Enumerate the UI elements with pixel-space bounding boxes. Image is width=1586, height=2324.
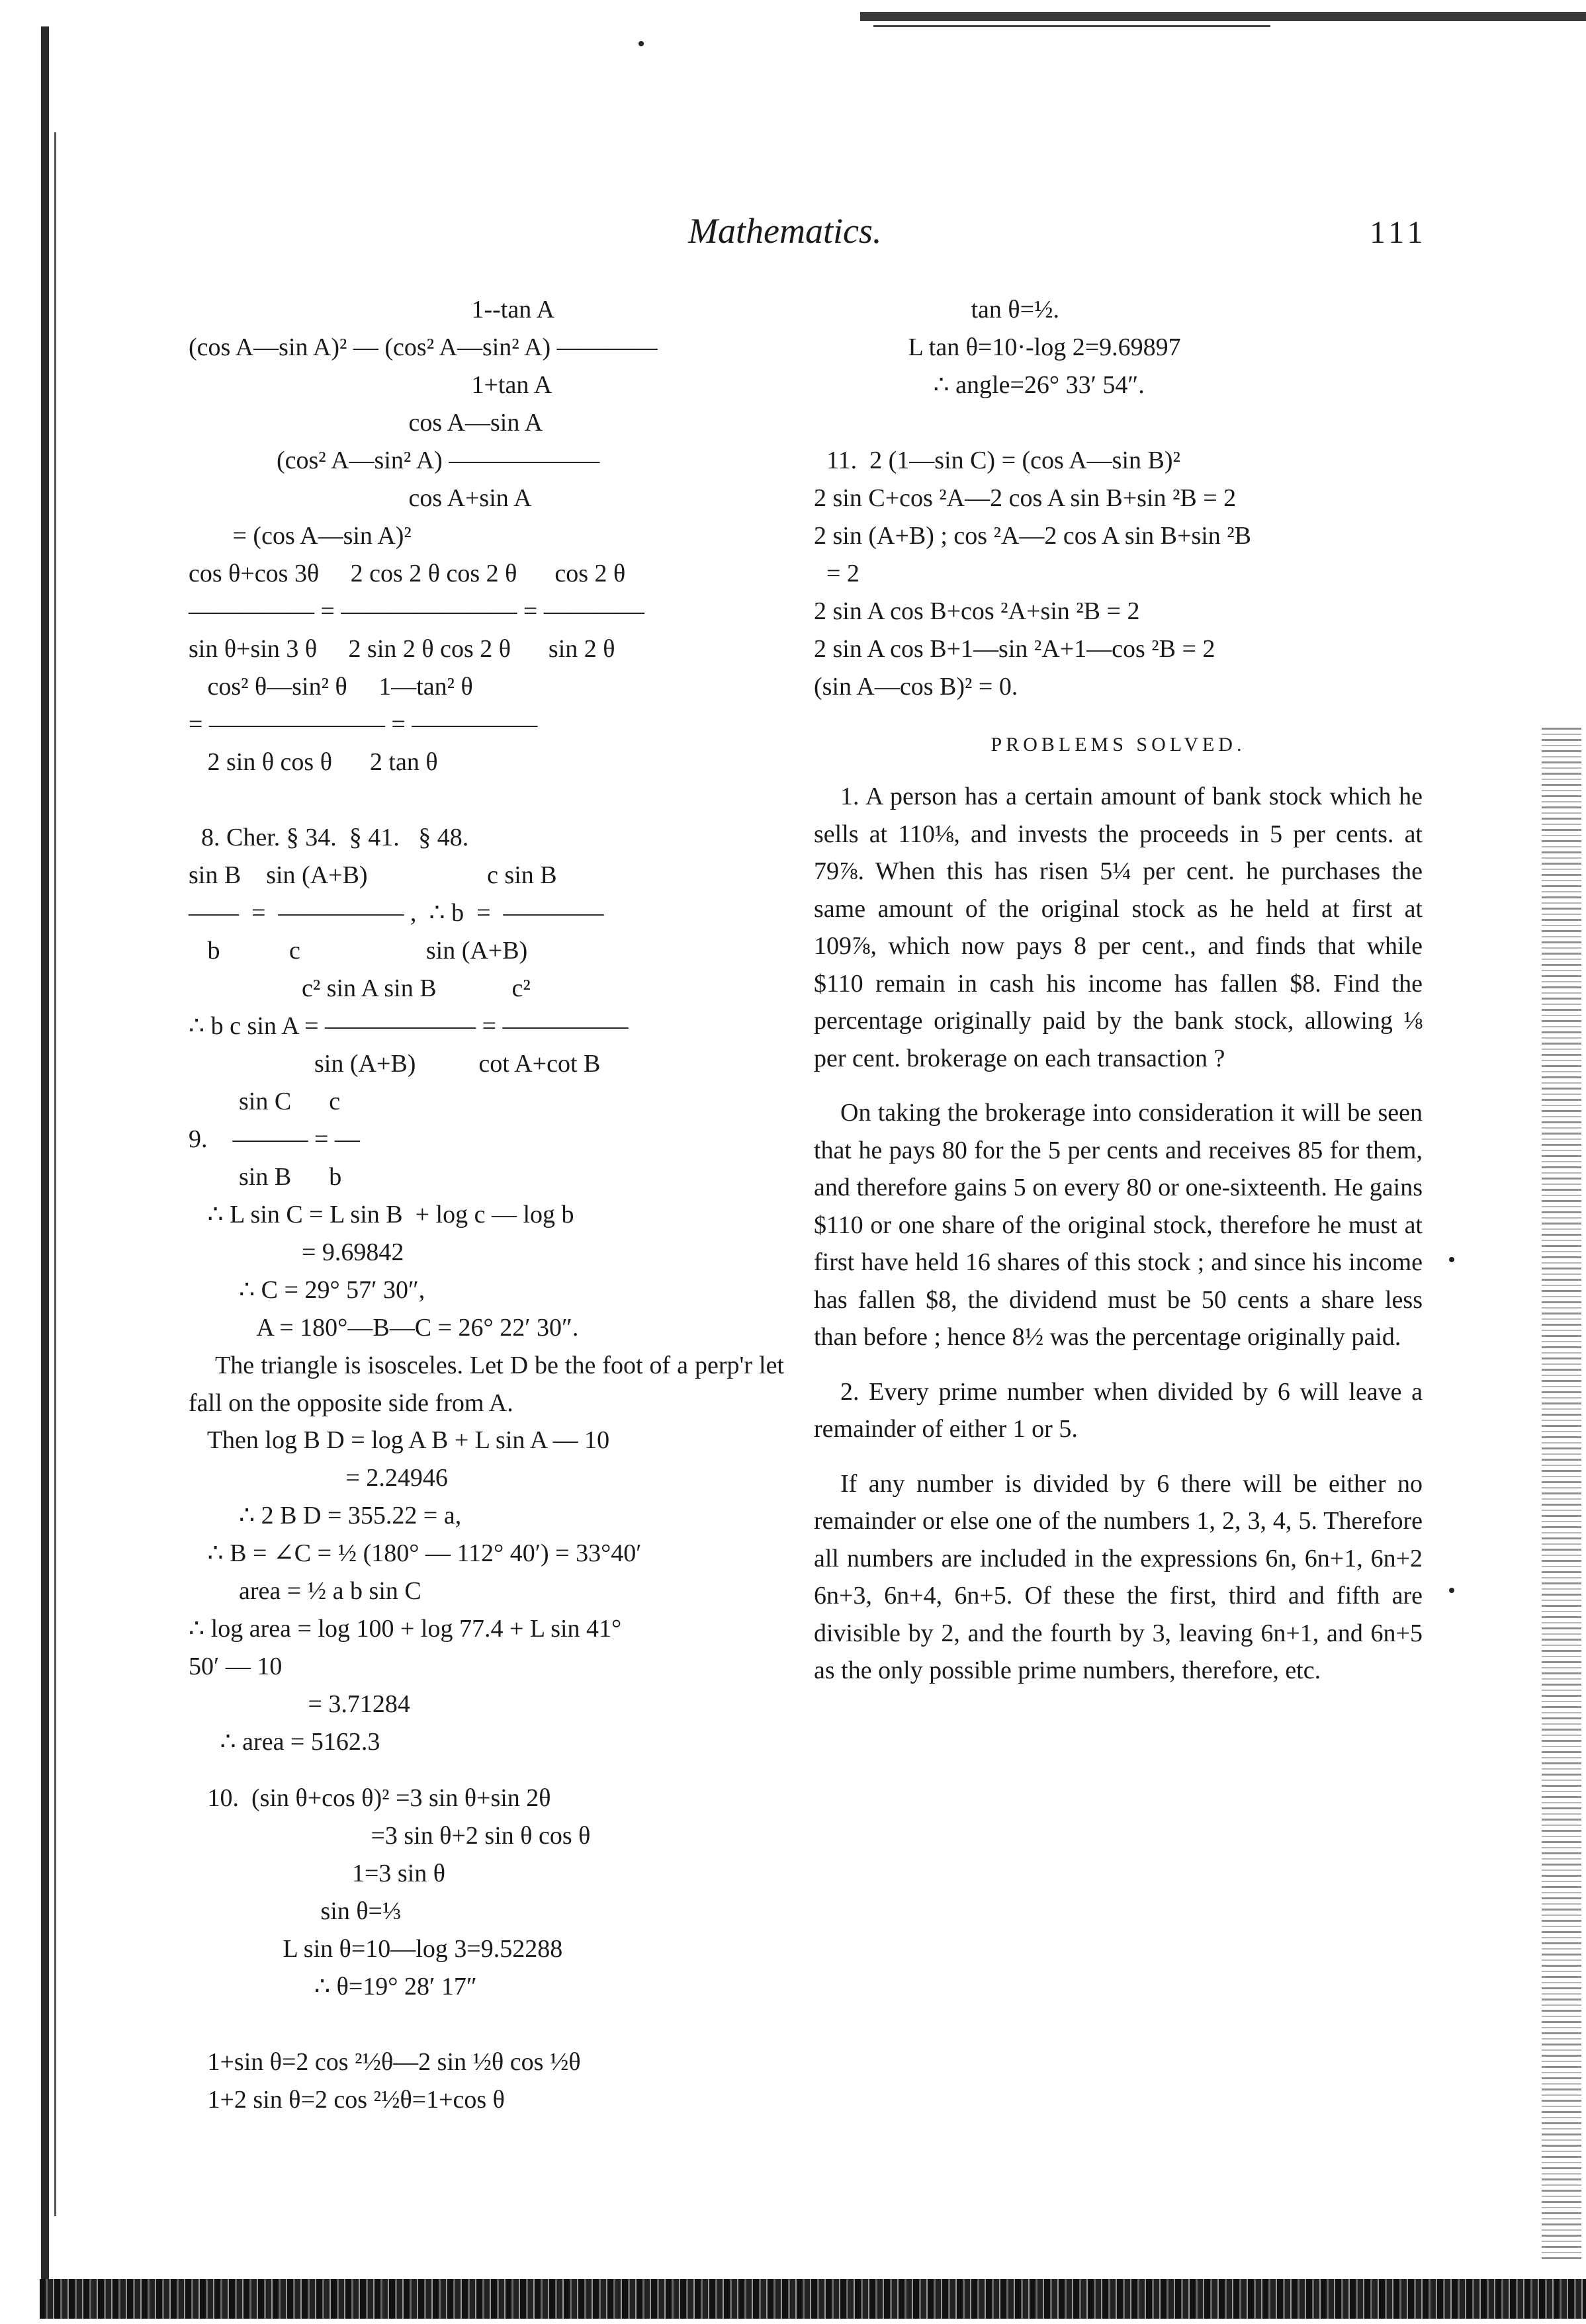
equation-line: cos θ+cos 3θ 2 cos 2 θ cos 2 θ cos 2 θ: [189, 560, 626, 587]
equation-line: 1=3 sin θ: [189, 1860, 445, 1887]
equation-line: (cos² A—sin² A) ——————: [189, 447, 600, 474]
equation-line: = 2: [814, 560, 859, 587]
equation-line: ∴ angle=26° 33′ 54″.: [814, 371, 1145, 399]
equation-line: [814, 404, 1423, 442]
paragraph: 2. Every prime number when divided by 6 will leave a remainder of either 1 or 5.: [814, 1377, 1423, 1443]
equation-line: sin B sin (A+B) c sin B: [189, 861, 557, 889]
equation-line: = 3.71284: [189, 1690, 410, 1718]
equation-line: area = ½ a b sin C: [189, 1577, 421, 1605]
equation-line: ∴ B = ∠C = ½ (180° — 112° 40′) = 33°40′: [189, 1539, 642, 1567]
equation-line: sin θ=⅓: [189, 1897, 402, 1925]
equation-line: =3 sin θ+2 sin θ cos θ: [189, 1822, 591, 1850]
equation-line: ∴ b c sin A = —————— = —————: [189, 1012, 629, 1040]
scan-right-noise: [1542, 728, 1581, 2262]
paragraph: If any number is divided by 6 there will be either no remainder or else one of the numbers 1, 2, 3, 4, 5. Therefore all numbers are included in the expressions 6n, 6n+1, 6n+2 6n+3, 6n+4, 6n+5. Of these the first, third and fifth are divisible by 2, and the fourth by 3, leaving 6n+1, and 6n+5 as the only possible prime numbers, therefore, etc.: [814, 1469, 1423, 1684]
equation-line: Then log B D = log A B + L sin A — 10: [189, 1426, 610, 1454]
left-equation-block: [189, 291, 784, 1347]
scan-speck: [1449, 1588, 1454, 1593]
equation-line: 8. Cher. § 34. § 41. § 48.: [189, 824, 469, 851]
section-heading: PROBLEMS SOLVED.: [991, 734, 1246, 755]
equation-line: 1+sin θ=2 cos ²½θ—2 sin ½θ cos ½θ: [189, 2048, 581, 2076]
equation-line: L sin θ=10—log 3=9.52288: [189, 1935, 563, 1963]
equation-line: 2 sin A cos B+cos ²A+sin ²B = 2: [814, 597, 1140, 625]
equation-line: ∴ C = 29° 57′ 30″,: [189, 1276, 425, 1304]
equation-line: —— = ————— , ∴ b = ————: [189, 899, 604, 927]
equation-line: = 2.24946: [189, 1464, 448, 1492]
left-paragraph: [189, 1347, 784, 1422]
left-equation-block-2: [189, 1422, 784, 1761]
equation-line: ∴ log area = log 100 + log 77.4 + L sin 41°: [189, 1615, 622, 1643]
equation-line: 1+2 sin θ=2 cos ²½θ=1+cos θ: [189, 2086, 505, 2114]
equation-line: sin B b: [189, 1163, 342, 1191]
right-equation-block: [814, 291, 1423, 706]
scan-speck: [639, 41, 644, 46]
equation-line: cos A+sin A: [189, 484, 532, 512]
paragraph: On taking the brokerage into consideration it will be seen that he pays 80 for the 5 per cents and receives 85 for them, and therefore gains 5 on every 80 or one-sixteenth. He gains $110 or one share of the original stock, therefore he must at first have held 16 shares of this stock ; and since his income has fallen $8, the dividend must be 50 cents a share less than before ; hence 8½ was the percentage originally paid.: [814, 1099, 1423, 1351]
equation-line: 2 sin A cos B+1—sin ²A+1—cos ²B = 2: [814, 635, 1215, 663]
equation-line: 2 sin θ cos θ 2 tan θ: [189, 748, 438, 776]
equation-line: 1--tan A: [189, 296, 555, 323]
running-title: Mathematics.: [688, 211, 882, 251]
equation-line: ∴ 2 B D = 355.22 = a,: [189, 1502, 462, 1529]
equation-line: ∴ area = 5162.3: [189, 1728, 380, 1756]
scan-edge-left: [41, 26, 49, 2289]
equation-line: = (cos A—sin A)²: [189, 522, 412, 550]
equation-line: = 9.69842: [189, 1238, 404, 1266]
equation-line: c² sin A sin B c²: [189, 974, 531, 1002]
left-column: [189, 291, 784, 2119]
equation-line: ∴ θ=19° 28′ 17″: [189, 1973, 477, 2001]
equation-line: 11. 2 (1—sin C) = (cos A—sin B)²: [814, 447, 1180, 474]
paragraph: 1. A person has a certain amount of bank stock which he sells at 110⅛, and invests the proceeds in 5 per cents. at 79⅞. When this has risen 5¼ per cent. he purchases the same amount of the original stock as he held at first at 109⅞, which now pays 8 per cent., and finds that while $110 remain in cash his income has fallen $8. Find the percentage originally paid by the bank stock, allowing ⅛ per cent. brokerage on each transaction ?: [814, 783, 1423, 1072]
equation-line: 50′ — 10: [189, 1653, 283, 1680]
equation-line: = ——————— = —————: [189, 710, 538, 738]
equation-line: [189, 781, 784, 819]
equation-line: [189, 2006, 784, 2044]
triangle-paragraph: The triangle is isosceles. Let D be the foot of a perp'r let fall on the opposite side from A.: [189, 1352, 784, 1417]
equation-line: 2 sin C+cos ²A—2 cos A sin B+sin ²B = 2: [814, 484, 1237, 512]
equation-line: A = 180°—B—C = 26° 22′ 30″.: [189, 1314, 579, 1342]
scan-speck: [1449, 1257, 1454, 1262]
page-number: 111: [1370, 215, 1427, 250]
equation-line: tan θ=½.: [814, 296, 1060, 323]
equation-line: sin (A+B) cot A+cot B: [189, 1050, 601, 1078]
equation-line: (sin A—cos B)² = 0.: [814, 673, 1018, 701]
equation-line: sin C c: [189, 1088, 341, 1115]
scan-edge-left-inner: [54, 132, 56, 2216]
equation-line: L tan θ=10·-log 2=9.69897: [814, 333, 1181, 361]
equation-line: b c sin (A+B): [189, 937, 528, 965]
equation-line: sin θ+sin 3 θ 2 sin 2 θ cos 2 θ sin 2 θ: [189, 635, 615, 663]
equation-line: ∴ L sin C = L sin B + log c — log b: [189, 1201, 574, 1228]
page-header: [0, 210, 1586, 263]
problems-text: [814, 778, 1423, 1690]
equation-line: cos A—sin A: [189, 409, 543, 437]
equation-line: (cos A—sin A)² — (cos² A—sin² A) ————: [189, 333, 658, 361]
scan-bottom-bar: [40, 2279, 1586, 2319]
equation-line: ————— = ——————— = ————: [189, 597, 644, 625]
equation-line: 10. (sin θ+cos θ)² =3 sin θ+sin 2θ: [189, 1784, 551, 1812]
scan-top-rule: [860, 12, 1586, 21]
equation-line: 1+tan A: [189, 371, 552, 399]
scan-top-rule-thin: [873, 25, 1270, 27]
left-equation-block-3: [189, 1780, 784, 2119]
equation-line: 9. ——— = —: [189, 1125, 360, 1153]
equation-line: 2 sin (A+B) ; cos ²A—2 cos A sin B+sin ²B: [814, 522, 1252, 550]
equation-line: cos² θ—sin² θ 1—tan² θ: [189, 673, 473, 701]
right-column: [814, 291, 1423, 1707]
